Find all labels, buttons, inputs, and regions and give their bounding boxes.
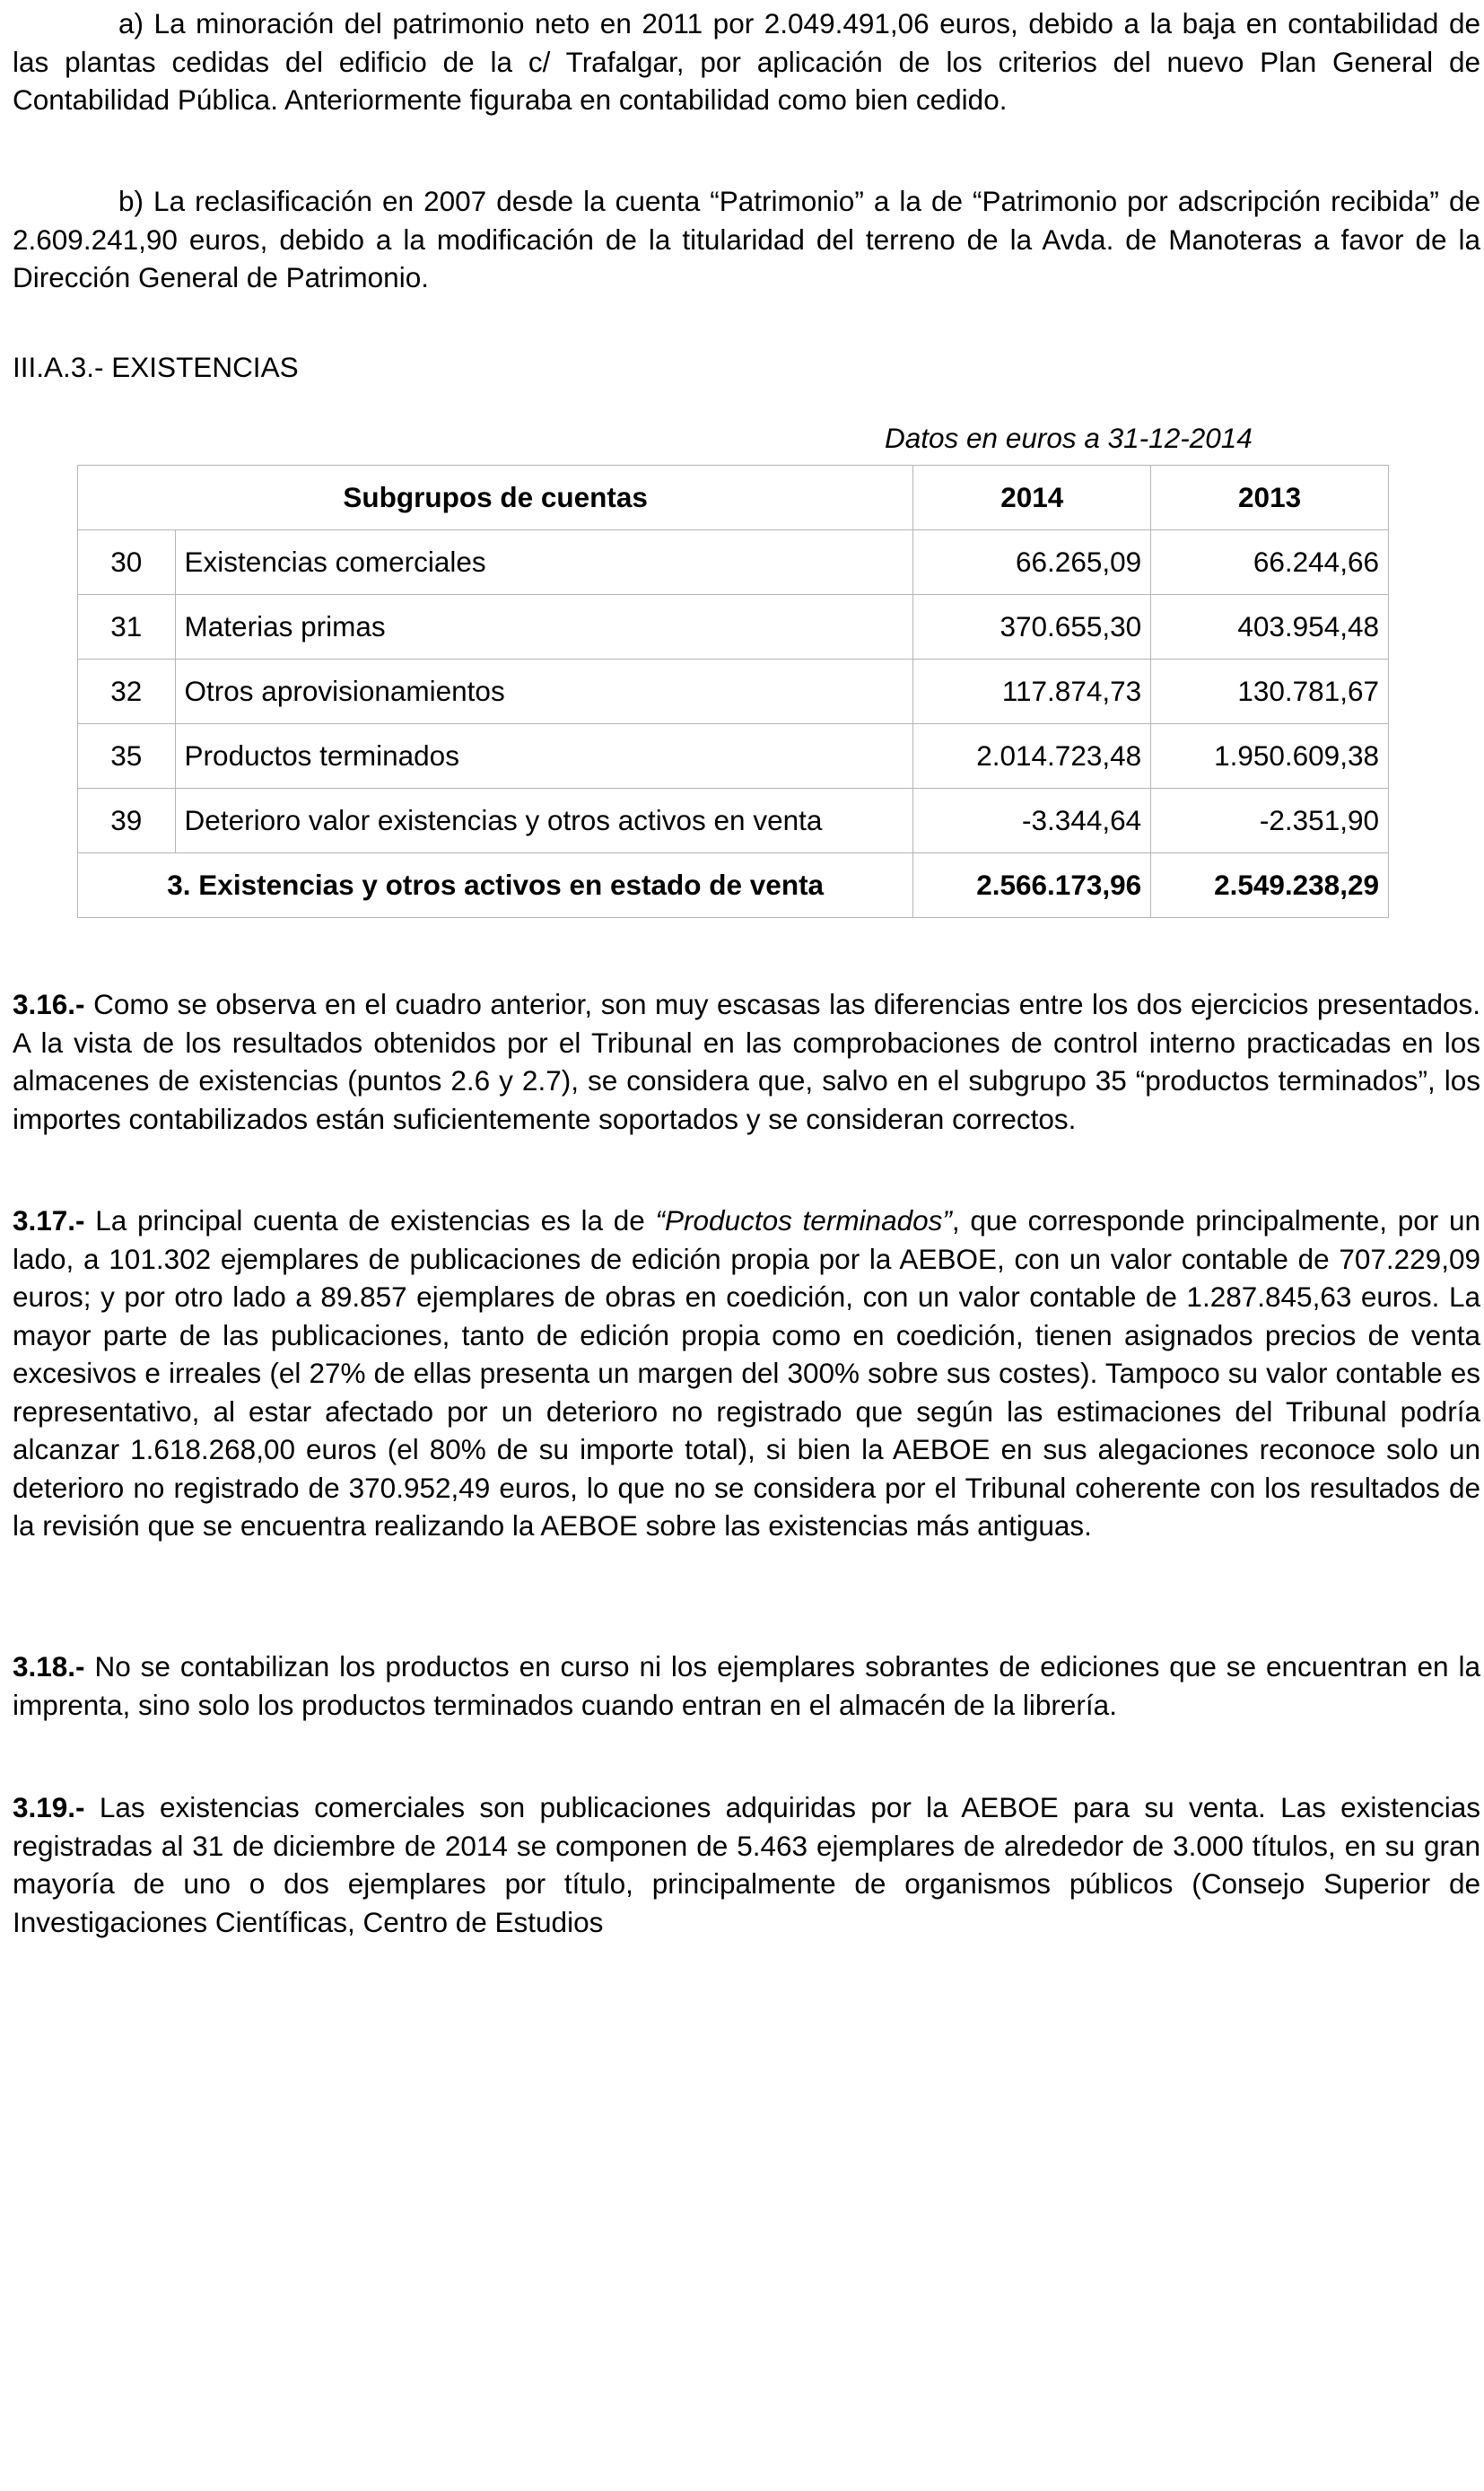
row-code: 31 xyxy=(78,595,176,660)
row-name: Existencias comerciales xyxy=(175,530,913,595)
row-code: 39 xyxy=(78,789,176,853)
total-label: 3. Existencias y otros activos en estado de venta xyxy=(78,853,913,918)
row-name: Deterioro valor existencias y otros activos en venta xyxy=(175,789,913,853)
row-value-2014: -3.344,64 xyxy=(913,789,1151,853)
existencias-table xyxy=(77,465,1389,918)
paragraph-number: 3.18.- xyxy=(13,1650,85,1683)
paragraph-b: b) La reclasificación en 2007 desde la cuenta “Patrimonio” a la de “Patrimonio por adscripción recibida” de 2.609.241,90 euros, debido a la modificación de la titularidad del terreno de la Avda. de Manoteras a favor de la Dirección General de Patrimonio. xyxy=(13,185,1480,293)
total-value-2014: 2.566.173,96 xyxy=(913,853,1151,918)
table-row xyxy=(78,530,1389,595)
table-caption: Datos en euros a 31-12-2014 xyxy=(885,422,1253,454)
row-name: Materias primas xyxy=(175,595,913,660)
table-row xyxy=(78,724,1389,789)
paragraph-3-19 xyxy=(13,1788,1480,1941)
paragraph-3-18 xyxy=(13,1648,1480,1724)
header-2014: 2014 xyxy=(913,466,1151,530)
total-value-2013: 2.549.238,29 xyxy=(1151,853,1389,918)
header-2013: 2013 xyxy=(1151,466,1389,530)
header-subgrupos: Subgrupos de cuentas xyxy=(78,466,913,530)
paragraph-text: Las existencias comerciales son publicaciones adquiridas por la AEBOE para su venta. Las existencias registradas al 31 de diciembre de 2014 se componen de 5.463 ejemplares de alrededor de 3.000 títulos, en su gran mayoría de uno o dos ejemplares por título, principalmente de organismos públicos (Consejo Superior de Investigaciones Científicas, Centro de Estudios xyxy=(13,1791,1480,1938)
paragraph-text: , que corresponde principalmente, por un lado, a 101.302 ejemplares de publicaciones de edición propia por la AEBOE, con un valor contable de 707.229,09 euros; y por otro lado a 89.857 ejemplares de obras en coedición, con un valor contable de 1.287.845,63 euros. La mayor parte de las publicaciones, tanto de edición propia como en coedición, tienen asignados precios de venta excesivos e irreales (el 27% de ellas presenta un margen del 300% sobre sus costes). Tampoco su valor contable es representativo, al estar afectado por un deterioro no registrado que según las estimaciones del Tribunal podría alcanzar 1.618.268,00 euros (el 80% de su importe total), si bien la AEBOE en sus alegaciones reconoce solo un deterioro no registrado de 370.952,49 euros, lo que no se considera por el Tribunal coherente con los resultados de la revisión que se encuentra realizando la AEBOE sobre las existencias más antiguas. xyxy=(13,1204,1480,1542)
paragraph-3-17 xyxy=(13,1202,1480,1545)
table-total-row xyxy=(78,853,1389,918)
table-row xyxy=(78,595,1389,660)
row-value-2014: 2.014.723,48 xyxy=(913,724,1151,789)
row-name: Productos terminados xyxy=(175,724,913,789)
row-code: 32 xyxy=(78,660,176,724)
paragraph-text: No se contabilizan los productos en curso ni los ejemplares sobrantes de ediciones que se encuentran en la imprenta, sino solo los productos terminados cuando entran en el almacén de la librería. xyxy=(13,1650,1480,1721)
row-value-2014: 117.874,73 xyxy=(913,660,1151,724)
paragraph-text: La principal cuenta de existencias es la de xyxy=(84,1204,656,1237)
paragraph-a: a) La minoración del patrimonio neto en 2011 por 2.049.491,06 euros, debido a la baja en contabilidad de las plantas cedidas del edificio de la c/ Trafalgar, por aplicación de los criterios del nuevo Plan General de Contabilidad Pública. Anteriormente figuraba en contabilidad como bien cedido. xyxy=(13,7,1480,116)
paragraph-3-16 xyxy=(13,985,1480,1138)
row-value-2014: 66.265,09 xyxy=(913,530,1151,595)
paragraph-number: 3.19.- xyxy=(13,1791,85,1823)
section-heading: III.A.3.- EXISTENCIAS xyxy=(13,351,299,383)
paragraph-number: 3.17.- xyxy=(13,1204,85,1237)
row-code: 30 xyxy=(78,530,176,595)
paragraph-text: Como se observa en el cuadro anterior, son muy escasas las diferencias entre los dos ejercicios presentados. A la vista de los resultados obtenidos por el Tribunal en las comprobaciones de control interno practicadas en los almacenes de existencias (puntos 2.6 y 2.7), se considera que, salvo en el subgrupo 35 “productos terminados”, los importes contabilizados están suficientemente soportados y se consideran correctos. xyxy=(13,988,1480,1135)
row-value-2013: 130.781,67 xyxy=(1151,660,1389,724)
row-name: Otros aprovisionamientos xyxy=(175,660,913,724)
table-header-row xyxy=(78,466,1389,530)
row-value-2013: 403.954,48 xyxy=(1151,595,1389,660)
paragraph-italic-term: “Productos terminados” xyxy=(655,1204,952,1237)
row-value-2013: 66.244,66 xyxy=(1151,530,1389,595)
table-row xyxy=(78,789,1389,853)
row-value-2013: -2.351,90 xyxy=(1151,789,1389,853)
row-value-2013: 1.950.609,38 xyxy=(1151,724,1389,789)
row-value-2014: 370.655,30 xyxy=(913,595,1151,660)
paragraph-number: 3.16.- xyxy=(13,988,85,1020)
table-row xyxy=(78,660,1389,724)
row-code: 35 xyxy=(78,724,176,789)
